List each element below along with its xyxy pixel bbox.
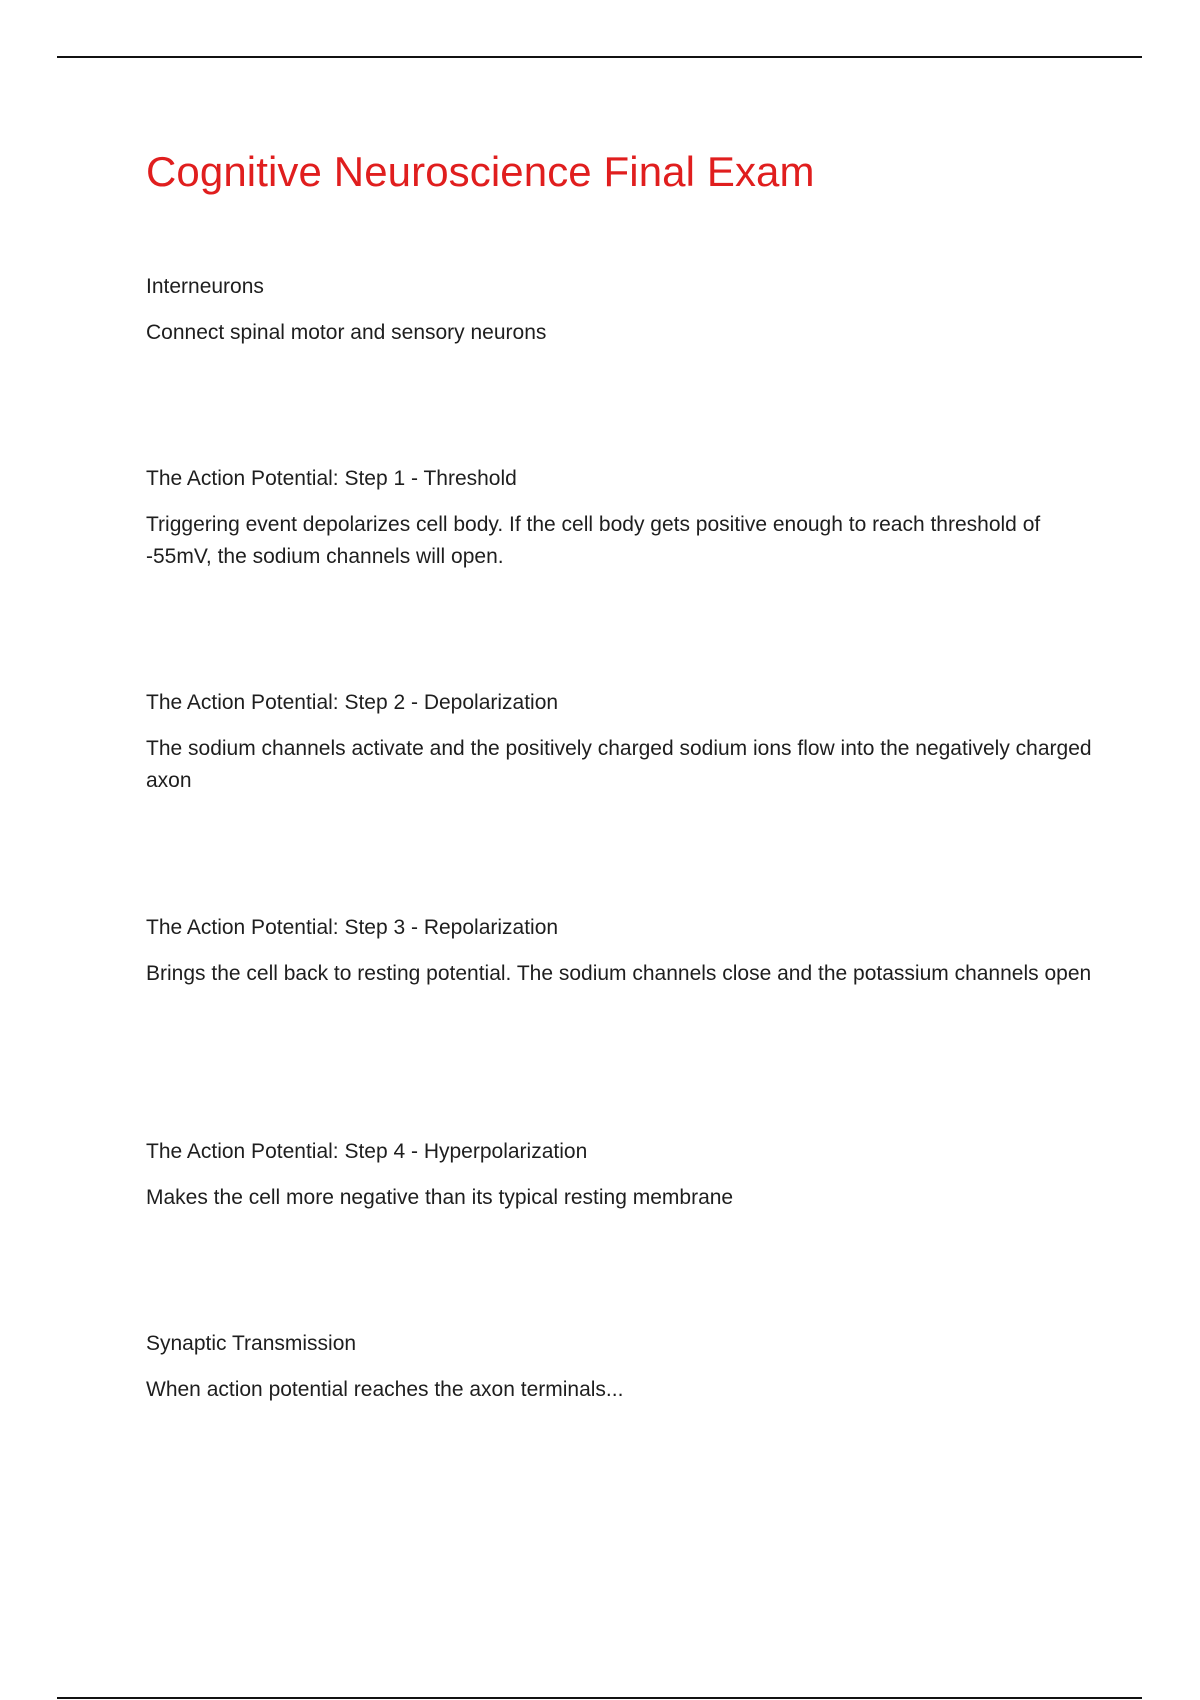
document-title: Cognitive Neuroscience Final Exam (146, 148, 815, 195)
card-term: The Action Potential: Step 2 - Depolarization (146, 691, 559, 714)
header-rule (57, 56, 1142, 58)
flashcard-step-2-depolarization (146, 687, 1096, 797)
card-term: The Action Potential: Step 1 - Threshold (146, 467, 517, 490)
card-definition: Brings the cell back to resting potential. The sodium channels close and the potassium channels open (146, 962, 1092, 985)
card-definition: When action potential reaches the axon terminals... (146, 1378, 624, 1401)
card-definition: Connect spinal motor and sensory neurons (146, 321, 547, 344)
footer-rule (57, 1697, 1142, 1699)
flashcard-step-3-repolarization (146, 912, 1096, 990)
card-term: Interneurons (146, 275, 264, 298)
card-definition: Triggering event depolarizes cell body. If the cell body gets positive enough to reach threshold of -55mV, the sodium channels will open. (146, 513, 1041, 568)
card-definition: The sodium channels activate and the positively charged sodium ions flow into the negatively charged axon (146, 737, 1092, 792)
flashcard-interneurons (146, 271, 1096, 349)
flashcard-step-1-threshold (146, 463, 1096, 573)
card-definition: Makes the cell more negative than its typical resting membrane (146, 1186, 734, 1209)
card-term: The Action Potential: Step 3 - Repolarization (146, 916, 559, 939)
flashcard-synaptic-transmission (146, 1328, 1096, 1406)
card-term: The Action Potential: Step 4 - Hyperpolarization (146, 1140, 588, 1163)
flashcard-step-4-hyperpolarization (146, 1136, 1096, 1214)
card-term: Synaptic Transmission (146, 1332, 357, 1355)
